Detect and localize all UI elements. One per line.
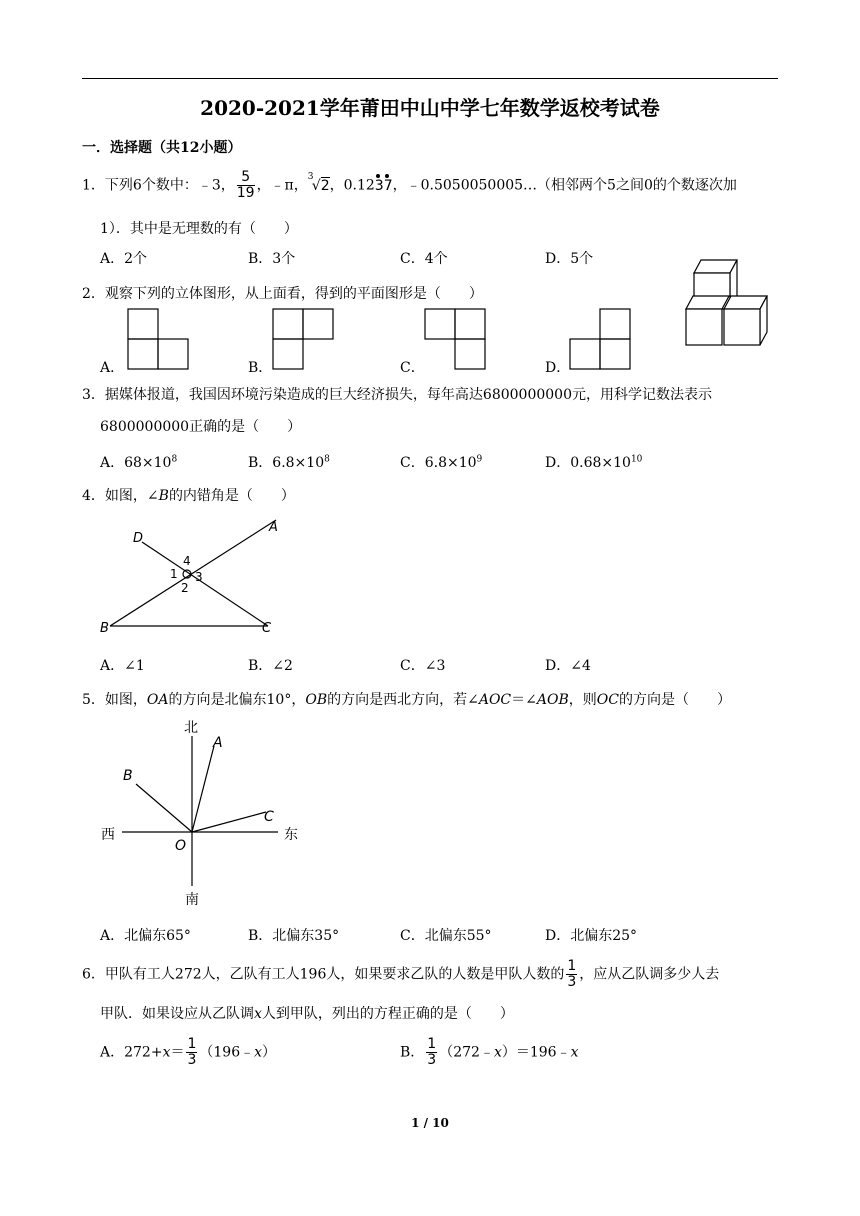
q4-option-b: B．∠2 bbox=[248, 658, 293, 674]
q1-option-b: B．3个 bbox=[248, 251, 296, 267]
q2-option-b-shape bbox=[272, 308, 336, 372]
q5-label-O: O bbox=[175, 838, 187, 854]
q5-label-north: 北 bbox=[184, 720, 198, 736]
repeat-dot bbox=[376, 174, 380, 178]
q3-c-base: C．6.8×10 bbox=[400, 455, 477, 471]
q1-option-d: D．5个 bbox=[545, 251, 594, 267]
q5-option-c: C．北偏东55° bbox=[400, 928, 492, 944]
q6-b-post1: （272﹣ bbox=[439, 1044, 494, 1061]
q5-label-east: 东 bbox=[284, 827, 298, 843]
q5-t5: ，则 bbox=[568, 692, 597, 708]
q6-a-frac-num: 1 bbox=[187, 1036, 197, 1052]
q1-fraction bbox=[237, 170, 255, 201]
q4-option-d: D．∠4 bbox=[545, 658, 591, 674]
q3-d-exp: 10 bbox=[630, 454, 643, 465]
q4-suffix: 的内错角是（ ） bbox=[168, 488, 295, 504]
q6-b-post2: ）＝196﹣ bbox=[501, 1044, 571, 1061]
section-heading: 一．选择题（共12小题） bbox=[82, 140, 242, 156]
q6-b-pre: B． bbox=[400, 1044, 425, 1061]
q6-b-fraction bbox=[426, 1037, 437, 1068]
question-3-line1: 3．据媒体报道，我国因环境污染造成的巨大经济损失，每年高达6800000000元，用科学记数法表示 bbox=[82, 387, 712, 403]
q6-l2v: x bbox=[254, 1006, 262, 1022]
q1-prefix: 1．下列6个数中：﹣3， bbox=[82, 177, 235, 194]
q5-t1: 5．如图， bbox=[82, 692, 147, 708]
question-2: 2．观察下列的立体图形，从上面看，得到的平面图形是（ ） bbox=[82, 286, 483, 302]
q5-label-south: 南 bbox=[185, 892, 199, 908]
q2-option-d-shape bbox=[569, 308, 633, 372]
q1-repeating-digits bbox=[375, 178, 393, 194]
q3-a-exp: 8 bbox=[171, 454, 178, 465]
question-5 bbox=[82, 689, 731, 709]
q5-label-west: 西 bbox=[101, 827, 115, 843]
q4-option-a: A．∠1 bbox=[100, 658, 145, 674]
q3-a-base: A．68×10 bbox=[100, 455, 172, 471]
q3-option-d bbox=[545, 452, 642, 472]
q6-b-var2: x bbox=[570, 1044, 579, 1061]
q2-cube-figure bbox=[680, 255, 775, 355]
q6-a-post2: ） bbox=[262, 1044, 277, 1061]
q6-frac-den: 3 bbox=[567, 974, 577, 990]
q6-a-pre: A．272+ bbox=[100, 1044, 163, 1061]
q5-label-B: B bbox=[123, 768, 133, 784]
q4-label-B: B bbox=[100, 621, 109, 636]
q1-frac-num: 5 bbox=[237, 170, 255, 186]
q3-option-b bbox=[248, 452, 330, 472]
q6-b-var: x bbox=[493, 1044, 502, 1061]
q4-label-1: 1 bbox=[170, 567, 178, 581]
q1-option-a: A．2个 bbox=[100, 251, 148, 267]
q2-option-c-shape bbox=[424, 308, 488, 372]
q5-option-d: D．北偏东25° bbox=[545, 928, 638, 944]
q3-option-c bbox=[400, 452, 482, 472]
q5-label-A: A bbox=[213, 735, 223, 751]
question-1-line2: 1）．其中是无理数的有（ ） bbox=[100, 221, 298, 237]
q4-option-c: C．∠3 bbox=[400, 658, 446, 674]
q4-label-3: 3 bbox=[195, 570, 203, 584]
q6-a-var2: x bbox=[254, 1044, 263, 1061]
question-4 bbox=[82, 485, 295, 505]
q1-suffix: ，﹣0.5050050005…（相邻两个5之间0的个数逐次加 bbox=[392, 177, 737, 194]
q6-l2a: 甲队．如果设应从乙队调 bbox=[100, 1006, 254, 1022]
question-6-line2 bbox=[100, 1003, 514, 1023]
q4-figure bbox=[96, 515, 296, 640]
question-1-line1 bbox=[82, 170, 737, 201]
q6-b-frac-den: 3 bbox=[427, 1052, 437, 1068]
page-number: 1 / 10 bbox=[411, 1116, 449, 1130]
q1-repeat-text: 37 bbox=[374, 177, 393, 194]
q4-label-2: 2 bbox=[181, 581, 189, 595]
q6-a-var: x bbox=[162, 1044, 171, 1061]
q3-c-exp: 9 bbox=[476, 454, 483, 465]
q6-suffix: ，应从乙队调多少人去 bbox=[579, 966, 720, 983]
q5-v3: AOC bbox=[478, 692, 512, 708]
q6-frac-num: 1 bbox=[567, 958, 577, 974]
q5-label-C: C bbox=[264, 809, 274, 825]
q1-cube-root: 3 √2 bbox=[307, 171, 330, 194]
q5-v5: OC bbox=[596, 692, 619, 708]
q1-option-c: C．4个 bbox=[400, 251, 448, 267]
q5-t4: ＝∠ bbox=[511, 692, 537, 708]
repeat-dot bbox=[385, 174, 389, 178]
q6-l2b: 人到甲队，列出的方程正确的是（ ） bbox=[261, 1006, 514, 1022]
q1-frac-den: 19 bbox=[236, 185, 255, 201]
q5-t2: 的方向是北偏东10°， bbox=[168, 692, 306, 708]
q4-label-4: 4 bbox=[183, 554, 191, 568]
q3-b-exp: 8 bbox=[324, 454, 330, 465]
q5-v4: AOB bbox=[536, 692, 569, 708]
q6-a-fraction bbox=[186, 1037, 197, 1068]
q1-decimal: ，0.12 bbox=[329, 177, 375, 194]
q1-root-index: 3 bbox=[307, 171, 314, 182]
q4-var: B bbox=[158, 488, 169, 504]
q4-prefix: 4．如图，∠ bbox=[82, 488, 159, 504]
q5-t3: 的方向是西北方向，若∠ bbox=[327, 692, 479, 708]
q6-a-frac-den: 3 bbox=[187, 1052, 197, 1068]
q4-label-C: C bbox=[262, 621, 272, 636]
q5-v2: OB bbox=[305, 692, 328, 708]
q2-option-c-label: C． bbox=[400, 360, 425, 376]
q5-option-a: A．北偏东65° bbox=[100, 928, 191, 944]
q2-option-d-label: D． bbox=[545, 360, 571, 376]
q6-option-a bbox=[100, 1037, 276, 1068]
q5-t6: 的方向是（ ） bbox=[618, 692, 731, 708]
q4-label-D: D bbox=[133, 531, 144, 546]
q5-compass-figure bbox=[96, 718, 316, 908]
question-6-line1 bbox=[82, 959, 719, 990]
q1-root-radicand: 2 bbox=[320, 177, 330, 194]
q6-a-post1: （196﹣ bbox=[199, 1044, 255, 1061]
q5-v1: OA bbox=[146, 692, 169, 708]
q2-option-a-shape bbox=[127, 308, 191, 372]
q5-option-b: B．北偏东35° bbox=[248, 928, 340, 944]
q1-mid: ，﹣π， bbox=[256, 177, 308, 194]
q6-b-frac-num: 1 bbox=[427, 1036, 437, 1052]
q6-a-eq: ＝ bbox=[170, 1044, 185, 1061]
q2-option-b-label: B． bbox=[248, 360, 273, 376]
q3-b-base: B．6.8×10 bbox=[248, 455, 325, 471]
q6-option-b bbox=[400, 1037, 579, 1068]
q3-d-base: D．0.68×10 bbox=[545, 455, 631, 471]
header-rule bbox=[82, 78, 778, 79]
page-title: 2020-2021学年莆田中山中学七年数学返校考试卷 bbox=[200, 96, 660, 120]
q4-label-A: A bbox=[269, 520, 278, 535]
q3-option-a bbox=[100, 452, 177, 472]
question-3-line2: 6800000000正确的是（ ） bbox=[100, 419, 302, 435]
q2-option-a-label: A． bbox=[100, 360, 125, 376]
q6-prefix: 6．甲队有工人272人，乙队有工人196人，如果要求乙队的人数是甲队人数的 bbox=[82, 966, 565, 983]
q6-fraction bbox=[566, 959, 577, 990]
